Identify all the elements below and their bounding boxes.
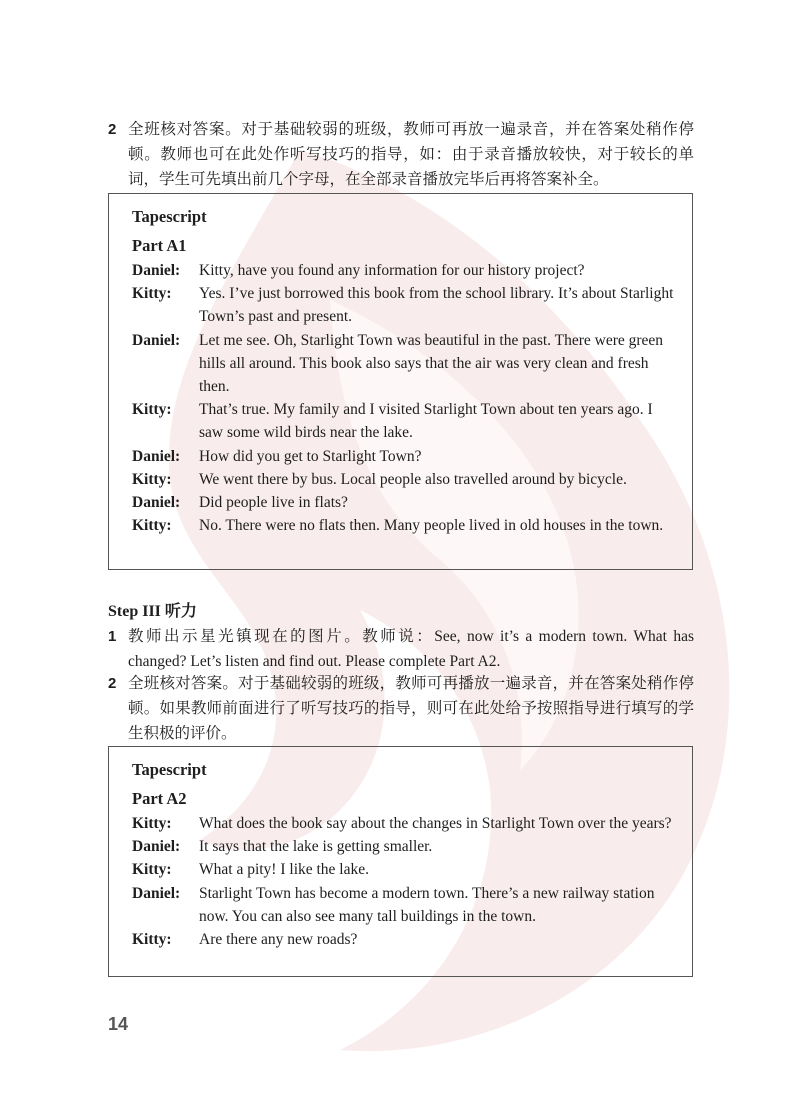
speaker-name: Daniel: — [132, 494, 181, 512]
speaker-name: Kitty: — [132, 285, 172, 303]
dialogue-text: Yes. I’ve just borrowed this book from the school library. It’s about Starlight Town’s past and present. — [199, 285, 674, 326]
dialogue-text: Did people live in flats? — [199, 494, 348, 512]
dialogue-text: Are there any new roads? — [199, 931, 358, 949]
speaker-name: Daniel: — [132, 838, 181, 856]
dialogue-text: Starlight Town has become a modern town. There’s a new railway station now. You can also see many tall buildings in the town. — [199, 884, 655, 925]
tapescript-box-a2 — [108, 746, 693, 977]
speaker-name: Daniel: — [132, 262, 181, 279]
item-number: 1 — [108, 628, 117, 645]
speaker-name: Kitty: — [132, 401, 172, 419]
dialogue-line — [132, 398, 676, 444]
dialogue-text: What does the book say about the changes in Starlight Town over the years? — [199, 815, 672, 832]
dialogue-lines — [132, 259, 676, 537]
step-item-1 — [108, 624, 694, 674]
speaker-name: Daniel: — [132, 447, 181, 465]
speaker-name: Daniel: — [132, 884, 181, 902]
dialogue-text: Kitty, have you found any information for our history project? — [199, 262, 585, 279]
dialogue-line — [132, 812, 676, 835]
dialogue-line — [132, 259, 676, 282]
dialogue-text: It says that the lake is getting smaller. — [199, 838, 433, 856]
step-item-2 — [108, 671, 694, 746]
dialogue-line — [132, 928, 676, 951]
page-number: 14 — [108, 1014, 129, 1034]
item-text: 全班核对答案。对于基础较弱的班级，教师可再播放一遍录音，并在答案处稍作停顿。如果教师前面进行了听写技巧的指导，则可在此处给予按照指导进行填写的学生积极的评价。 — [128, 675, 694, 742]
dialogue-line — [132, 491, 676, 514]
speaker-name: Kitty: — [132, 931, 172, 949]
item-text: 教师出示星光镇现在的图片。教师说：See, now it’s a modern town. What has changed? Let’s listen and find out. Please complete Part A2. — [128, 628, 694, 670]
dialogue-line — [132, 858, 676, 881]
speaker-name: Kitty: — [132, 470, 172, 488]
instruction-item-2 — [108, 117, 694, 192]
dialogue-line — [132, 514, 676, 537]
dialogue-text: No. There were no flats then. Many people lived in old houses in the town. — [199, 517, 664, 535]
speaker-name: Kitty: — [132, 815, 172, 832]
tapescript-title: Tapescript — [132, 760, 207, 779]
dialogue-line — [132, 882, 676, 928]
tapescript-part-label: Part A2 — [132, 789, 187, 808]
dialogue-line — [132, 445, 676, 468]
speaker-name: Daniel: — [132, 331, 181, 349]
dialogue-line — [132, 329, 676, 399]
tapescript-title: Tapescript — [132, 207, 207, 226]
dialogue-text: How did you get to Starlight Town? — [199, 447, 422, 465]
dialogue-line — [132, 282, 676, 328]
dialogue-text: Let me see. Oh, Starlight Town was beautiful in the past. There were green hills all around. This book also says that the air was very clean and fresh then. — [199, 331, 664, 396]
tapescript-part-label: Part A1 — [132, 236, 187, 255]
dialogue-line — [132, 468, 676, 491]
item-number: 2 — [108, 675, 117, 692]
dialogue-line — [132, 835, 676, 858]
step-heading: Step III 听力 — [108, 603, 197, 620]
item-number: 2 — [108, 121, 117, 138]
dialogue-lines — [132, 812, 676, 951]
speaker-name: Kitty: — [132, 517, 172, 535]
dialogue-text: What a pity! I like the lake. — [199, 861, 370, 879]
tapescript-box-a1 — [108, 193, 693, 570]
dialogue-text: That’s true. My family and I visited Starlight Town about ten years ago. I saw some wild birds near the lake. — [199, 401, 653, 442]
dialogue-text: We went there by bus. Local people also travelled around by bicycle. — [199, 470, 627, 488]
item-text: 全班核对答案。对于基础较弱的班级，教师可再放一遍录音，并在答案处稍作停顿。教师也可在此处作听写技巧的指导，如：由于录音播放较快，对于较长的单词，学生可先填出前几个字母，在全部录音播放完毕后再将答案补全。 — [128, 121, 694, 188]
speaker-name: Kitty: — [132, 861, 172, 879]
